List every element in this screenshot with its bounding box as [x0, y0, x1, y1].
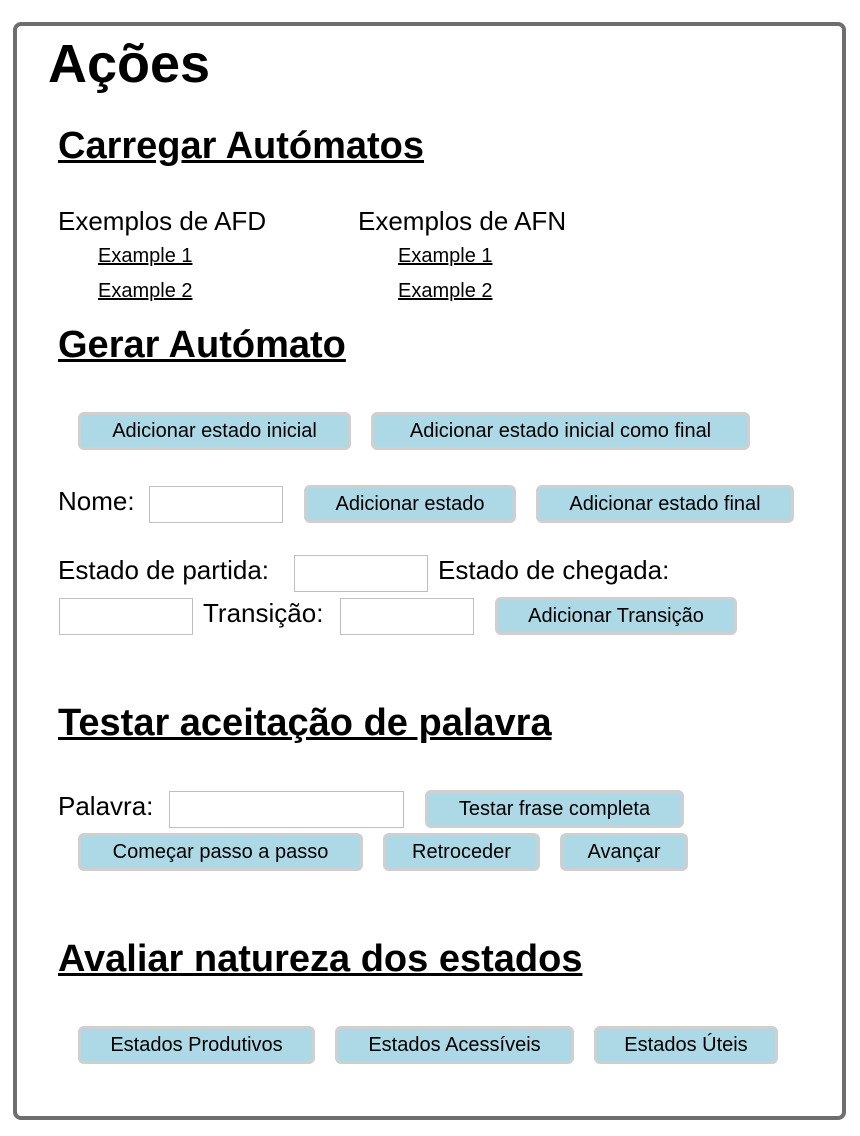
page-title: Ações: [48, 34, 211, 94]
afn-examples-label: Exemplos de AFN: [358, 206, 567, 236]
afn-example-2-link[interactable]: Example 2: [398, 280, 493, 302]
afn-example-1-link[interactable]: Example 1: [398, 245, 493, 267]
to-state-label: Estado de chegada:: [438, 555, 670, 585]
transition-label: Transição:: [203, 598, 324, 628]
to-state-input[interactable]: [59, 598, 193, 635]
add-state-button[interactable]: Adicionar estado: [304, 485, 516, 523]
add-transition-button[interactable]: Adicionar Transição: [495, 597, 737, 635]
test-word-heading: Testar aceitação de palavra: [58, 702, 552, 744]
start-step-by-step-button[interactable]: Começar passo a passo: [78, 833, 363, 871]
afd-examples-label: Exemplos de AFD: [58, 206, 267, 236]
test-full-word-button[interactable]: Testar frase completa: [425, 790, 684, 828]
name-label: Nome:: [58, 486, 135, 516]
step-back-button[interactable]: Retroceder: [383, 833, 540, 871]
add-initial-final-state-button[interactable]: Adicionar estado inicial como final: [371, 412, 750, 450]
step-forward-button[interactable]: Avançar: [560, 833, 688, 871]
afd-example-2-link[interactable]: Example 2: [98, 280, 193, 302]
state-name-input[interactable]: [149, 486, 283, 523]
load-automata-heading: Carregar Autómatos: [58, 125, 425, 167]
word-label: Palavra:: [58, 791, 154, 821]
accessible-states-button[interactable]: Estados Acessíveis: [335, 1026, 574, 1064]
evaluate-states-heading: Avaliar natureza dos estados: [58, 938, 583, 980]
add-final-state-button[interactable]: Adicionar estado final: [536, 485, 794, 523]
transition-input[interactable]: [340, 598, 474, 635]
word-input[interactable]: [169, 791, 404, 828]
from-state-label: Estado de partida:: [58, 555, 270, 585]
useful-states-button[interactable]: Estados Úteis: [594, 1026, 778, 1064]
afd-example-1-link[interactable]: Example 1: [98, 245, 193, 267]
from-state-input[interactable]: [294, 555, 428, 592]
add-initial-state-button[interactable]: Adicionar estado inicial: [78, 412, 351, 450]
productive-states-button[interactable]: Estados Produtivos: [78, 1026, 315, 1064]
generate-automaton-heading: Gerar Autómato: [58, 324, 346, 366]
